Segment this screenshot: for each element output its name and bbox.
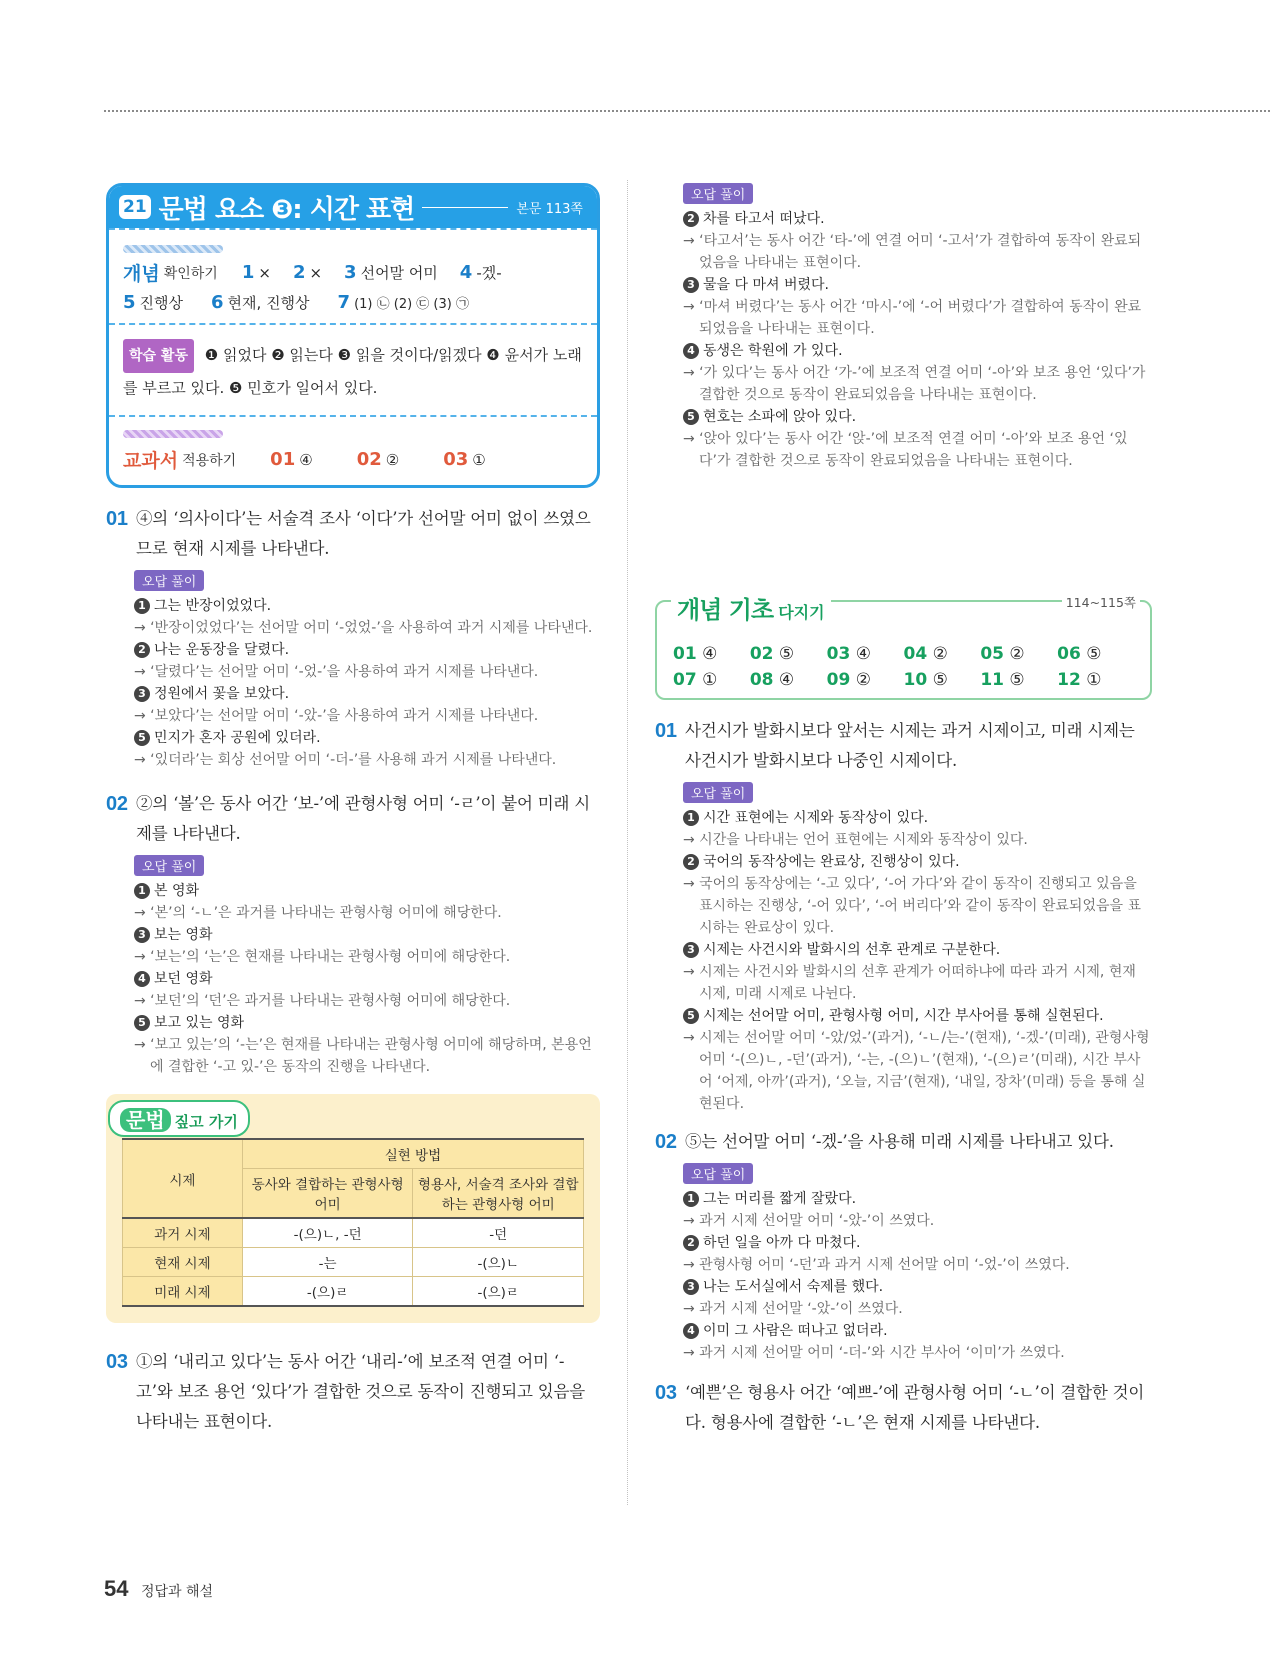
choice-explanation: → 시간을 나타내는 언어 표현에는 시제와 동작상이 있다. <box>683 832 1028 848</box>
choice-explanation: → ‘보는’의 ‘는’은 현재를 나타내는 관형사형 어미에 해당한다. <box>134 949 511 965</box>
choice-explanation: → 국어의 동작상에는 ‘-고 있다’, ‘-어 가다’와 같이 동작이 진행되고 있음을 표시하는 진행상, ‘-어 있다’, ‘-어 버리다’와 같이 동작이 완료되었음을 표시하는 완료상이 있다. <box>683 876 1142 936</box>
choice-explanation: → ‘마셔 버렸다’는 동사 어간 ‘마시-’에 ‘-어 버렸다’가 결합하여 동작이 완료되었음을 나타내는 표현이다. <box>683 299 1142 337</box>
section-title: 문법 요소 ❸: 시간 표현 <box>158 194 415 225</box>
choice-marker: 5 <box>134 1015 150 1031</box>
choice-marker: 3 <box>683 942 699 958</box>
choice-sentence: 3 보는 영화 <box>106 924 600 946</box>
choice-marker: 3 <box>134 686 150 702</box>
choice-sentence: 1 그는 머리를 짧게 잘랐다. <box>655 1188 1152 1210</box>
choice-marker: 1 <box>683 1191 699 1207</box>
choice-explanation: → ‘보고 있는’의 ‘-는’은 현재를 나타내는 관형사형 어미에 해당하며, 본용언에 결합한 ‘-고 있-’은 동작의 진행을 나타낸다. <box>134 1037 592 1075</box>
choice-sentence: 1 그는 반장이었었다. <box>106 595 600 617</box>
footer-label: 정답과 해설 <box>140 1584 214 1600</box>
answer-item: 02 ⑤ <box>749 644 795 664</box>
question-number: 02 <box>106 793 128 815</box>
choice-explanation: → ‘반장이었었다’는 선어말 어미 ‘-었었-’을 사용하여 과거 시제를 나타낸다. <box>134 620 593 636</box>
choice-sentence: 2 국어의 동작상에는 완료상, 진행상이 있다. <box>655 851 1152 873</box>
choice-explanation: → ‘타고서’는 동사 어간 ‘타-’에 연결 어미 ‘-고서’가 결합하여 동작이 완료되었음을 나타내는 표현이다. <box>683 233 1142 271</box>
answer-value: ① <box>472 450 486 469</box>
wrong-answer-list <box>655 208 1152 472</box>
choice-marker: 2 <box>683 1235 699 1251</box>
answer-item: 03 ④ <box>826 644 871 664</box>
page-footer <box>104 1576 213 1602</box>
answer-value: (1) ㉡ (2) ㉢ (3) ㉠ <box>354 297 469 312</box>
choice-explanation: → ‘있더라’는 회상 선어말 어미 ‘-더-’를 사용해 과거 시제를 나타낸다. <box>134 752 557 768</box>
answer-item: 06 ⑤ <box>1057 644 1102 664</box>
choice-sentence: 3 정원에서 꽃을 보았다. <box>106 683 600 705</box>
answer-number: 01 <box>270 449 296 470</box>
question-number: 03 <box>106 1351 128 1373</box>
explanation-text: ②의 ‘볼’은 동사 어간 ‘보-’에 관형사형 어미 ‘-ㄹ’이 붙어 미래 시제를 나타낸다. <box>136 794 591 843</box>
header-adjective: 형용사, 서술격 조사와 결합하는 관형사형 어미 <box>413 1169 584 1219</box>
answer-value: -겠- <box>476 264 502 282</box>
answer-item: 12 ① <box>1057 670 1102 690</box>
choice-marker: 5 <box>683 1008 699 1024</box>
answer-value: 선어말 어미 <box>360 264 438 282</box>
explanation-02 <box>106 789 600 849</box>
answer-number: 5 <box>123 292 136 313</box>
choice-sentence: 4 보던 영화 <box>106 968 600 990</box>
section-header-box <box>106 183 600 488</box>
choice-sentence: 3 시제는 사건시와 발화시의 선후 관계로 구분한다. <box>655 939 1152 961</box>
choice-sentence: 4 이미 그 사람은 떠나고 없더라. <box>655 1320 1152 1342</box>
section-header <box>109 186 597 228</box>
header-tense: 시제 <box>123 1139 243 1218</box>
page-reference: 본문 113쪽 <box>516 201 583 217</box>
header-method: 실현 방법 <box>242 1139 583 1169</box>
wrong-answer-label: 오답 풀이 <box>683 1163 753 1184</box>
answer-number: 03 <box>443 449 469 470</box>
answer-item: 08 ④ <box>749 670 795 690</box>
activity-label: 학습 활동 <box>123 339 194 373</box>
wrong-answer-label: 오답 풀이 <box>134 855 204 876</box>
question-number: 01 <box>655 720 677 742</box>
choice-marker: 5 <box>683 409 699 425</box>
activity-answers: ❶ 읽었다 ❷ 읽는다 ❸ 읽을 것이다/읽겠다 ❹ 윤서가 노래를 부르고 있다. ❺ 민호가 일어서 있다. <box>123 346 582 397</box>
answer-value: 진행상 <box>139 294 184 312</box>
left-column <box>106 183 600 1437</box>
tense-table <box>122 1138 584 1307</box>
concept-sublabel: 확인하기 <box>163 265 218 282</box>
answer-item: 11 ⑤ <box>980 670 1025 690</box>
choice-sentence: 5 현호는 소파에 앉아 있다. <box>655 406 1152 428</box>
choice-marker: 4 <box>683 1323 699 1339</box>
explanation-03 <box>106 1347 600 1437</box>
choice-marker: 1 <box>134 883 150 899</box>
wrong-answer-list <box>655 1188 1152 1364</box>
choice-marker: 4 <box>134 971 150 987</box>
choice-sentence: 2 나는 운동장을 달렸다. <box>106 639 600 661</box>
choice-explanation: → 관형사형 어미 ‘-던’과 과거 시제 선어말 어미 ‘-었-’이 쓰였다. <box>683 1257 1070 1273</box>
explanation-text: ①의 ‘내리고 있다’는 동사 어간 ‘내리-’에 보조적 연결 어미 ‘-고’와 보조 용언 ‘있다’가 결합한 것으로 동작이 진행되고 있음을 나타내는 표현이다. <box>136 1352 585 1431</box>
choice-marker: 4 <box>683 343 699 359</box>
column-divider <box>627 180 628 1505</box>
answer-number: 1 <box>241 262 255 283</box>
basic-concept-title: 개념 기초 다지기 <box>671 590 831 625</box>
header-rule <box>422 207 508 208</box>
answer-number: 02 <box>356 449 382 470</box>
grammar-note-box <box>106 1094 600 1323</box>
answer-value: ④ <box>299 450 313 469</box>
choice-marker: 5 <box>134 730 150 746</box>
textbook-apply <box>109 415 597 485</box>
top-dotted-rule <box>104 110 1270 112</box>
answer-value: ② <box>385 450 400 469</box>
header-verb: 동사와 결합하는 관형사형 어미 <box>242 1169 413 1219</box>
choice-explanation: → ‘보았다’는 선어말 어미 ‘-았-’을 사용하여 과거 시제를 나타낸다. <box>134 708 539 724</box>
answer-item: 07 ① <box>673 670 718 690</box>
answer-item: 09 ② <box>826 670 871 690</box>
table-row: 과거 시제 -(으)ㄴ, -던 -던 <box>123 1218 584 1248</box>
answer-number: 4 <box>459 262 473 283</box>
choice-sentence: 2 하던 일을 아까 다 마쳤다. <box>655 1232 1152 1254</box>
choice-explanation: → ‘가 있다’는 동사 어간 ‘가-’에 보조적 연결 어미 ‘-아’와 보조 용언 ‘있다’가 결합한 것으로 동작이 완료되었음을 나타내는 표현이다. <box>683 365 1146 403</box>
wrong-answer-label: 오답 풀이 <box>683 782 753 803</box>
decorative-tag-bar <box>123 245 223 253</box>
answer-value: × <box>258 263 271 282</box>
explanation-text: ⑤는 선어말 어미 ‘-겠-’을 사용해 미래 시제를 나타내고 있다. <box>685 1132 1114 1151</box>
answer-number: 6 <box>211 292 224 313</box>
answer-item: 05 ② <box>980 644 1025 664</box>
choice-marker: 1 <box>683 810 699 826</box>
wrong-answer-list <box>106 880 600 1078</box>
answer-item: 04 ② <box>903 644 948 664</box>
explanation-text: 사건시가 발화시보다 앞서는 시제는 과거 시제이고, 미래 시제는 사건시가 발화시보다 나중인 시제이다. <box>685 721 1135 770</box>
decorative-tag-bar <box>123 430 223 438</box>
answer-number: 7 <box>337 292 351 313</box>
choice-explanation: → 과거 시제 선어말 어미 ‘-더-’와 시간 부사어 ‘이미’가 쓰였다. <box>683 1345 1065 1361</box>
grammar-note-title: 문법 짚고 가기 <box>108 1100 250 1137</box>
learning-activity <box>109 323 597 415</box>
table-row: 미래 시제 -(으)ㄹ -(으)ㄹ <box>123 1277 584 1307</box>
choice-explanation: → 시제는 선어말 어미 ‘-았/었-’(과거), ‘-ㄴ/는-’(현재), ‘-겠-’(미래), 관형사형 어미 ‘-(으)ㄴ, -던’(과거), ‘-는, -(으)ㄴ’(현재), ‘-(으)ㄹ’(미래), 시간 부사어 ‘어제, 아까’(과거), ‘오늘, 지금’(현재), ‘내일, 장차’(미래) 등을 통해 실현된다. <box>683 1030 1150 1112</box>
concept-label: 개념 <box>123 263 160 285</box>
wrong-answer-label: 오답 풀이 <box>683 183 753 204</box>
choice-marker: 2 <box>134 642 150 658</box>
choice-explanation: → 과거 시제 선어말 ‘-았-’이 쓰였다. <box>683 1301 903 1317</box>
choice-explanation: → ‘본’의 ‘-ㄴ’은 과거를 나타내는 관형사형 어미에 해당한다. <box>134 905 502 921</box>
choice-marker: 3 <box>683 1279 699 1295</box>
question-number: 01 <box>106 508 128 530</box>
choice-explanation: → ‘달렸다’는 선어말 어미 ‘-었-’을 사용하여 과거 시제를 나타낸다. <box>134 664 539 680</box>
choice-marker: 1 <box>134 598 150 614</box>
explanation-text: ‘예쁜’은 형용사 어간 ‘예쁘-’에 관형사형 어미 ‘-ㄴ’이 결합한 것이다. 형용사에 결합한 ‘-ㄴ’은 현재 시제를 나타낸다. <box>685 1383 1145 1432</box>
wrong-answer-list <box>106 595 600 771</box>
concept-check <box>109 228 597 323</box>
textbook-label: 교과서 <box>123 450 179 472</box>
choice-sentence: 3 물을 다 마셔 버렸다. <box>655 274 1152 296</box>
choice-sentence: 5 민지가 혼자 공원에 있더라. <box>106 727 600 749</box>
explanation-03 <box>655 1378 1152 1438</box>
choice-sentence: 1 본 영화 <box>106 880 600 902</box>
explanation-text: ④의 ‘의사이다’는 서술격 조사 ‘이다’가 선어말 어미 없이 쓰였으므로 현재 시제를 나타낸다. <box>136 509 591 558</box>
textbook-sublabel: 적용하기 <box>182 452 237 469</box>
answer-item: 01 ④ <box>673 644 718 664</box>
explanation-01 <box>655 716 1152 776</box>
answer-item: 10 ⑤ <box>903 670 948 690</box>
explanation-01 <box>106 504 600 564</box>
answer-number: 3 <box>344 262 357 283</box>
explanation-02 <box>655 1127 1152 1157</box>
question-number: 03 <box>655 1382 677 1404</box>
section-number: 21 <box>119 195 151 219</box>
choice-explanation: → 과거 시제 선어말 어미 ‘-았-’이 쓰였다. <box>683 1213 935 1229</box>
choice-sentence: 5 보고 있는 영화 <box>106 1012 600 1034</box>
right-column <box>655 183 1152 1438</box>
answer-number: 2 <box>292 262 306 283</box>
choice-explanation: → ‘보던’의 ‘던’은 과거를 나타내는 관형사형 어미에 해당한다. <box>134 993 511 1009</box>
choice-marker: 2 <box>683 211 699 227</box>
question-number: 02 <box>655 1131 677 1153</box>
wrong-answer-label: 오답 풀이 <box>134 570 204 591</box>
choice-marker: 2 <box>683 854 699 870</box>
choice-sentence: 2 차를 타고서 떠났다. <box>655 208 1152 230</box>
choice-sentence: 4 동생은 학원에 가 있다. <box>655 340 1152 362</box>
choice-marker: 3 <box>683 277 699 293</box>
choice-sentence: 3 나는 도서실에서 숙제를 했다. <box>655 1276 1152 1298</box>
basic-concept-box <box>655 595 1152 700</box>
page-number: 54 <box>104 1576 129 1601</box>
answer-value: × <box>309 263 323 282</box>
answer-grid <box>673 644 1134 690</box>
page-reference: 114~115쪽 <box>1062 593 1140 611</box>
choice-explanation: → 시제는 사건시와 발화시의 선후 관계가 어떠하냐에 따라 과거 시제, 현재 시제, 미래 시제로 나뉜다. <box>683 964 1136 1002</box>
answer-value: 현재, 진행상 <box>227 294 310 312</box>
table-row: 현재 시제 -는 -(으)ㄴ <box>123 1248 584 1277</box>
choice-marker: 3 <box>134 927 150 943</box>
choice-sentence: 5 시제는 선어말 어미, 관형사형 어미, 시간 부사어를 통해 실현된다. <box>655 1005 1152 1027</box>
choice-sentence: 1 시간 표현에는 시제와 동작상이 있다. <box>655 807 1152 829</box>
choice-explanation: → ‘앉아 있다’는 동사 어간 ‘앉-’에 보조적 연결 어미 ‘-아’와 보조 용언 ‘있다’가 결합한 것으로 동작이 완료되었음을 나타내는 표현이다. <box>683 431 1128 469</box>
wrong-answer-list <box>655 807 1152 1115</box>
